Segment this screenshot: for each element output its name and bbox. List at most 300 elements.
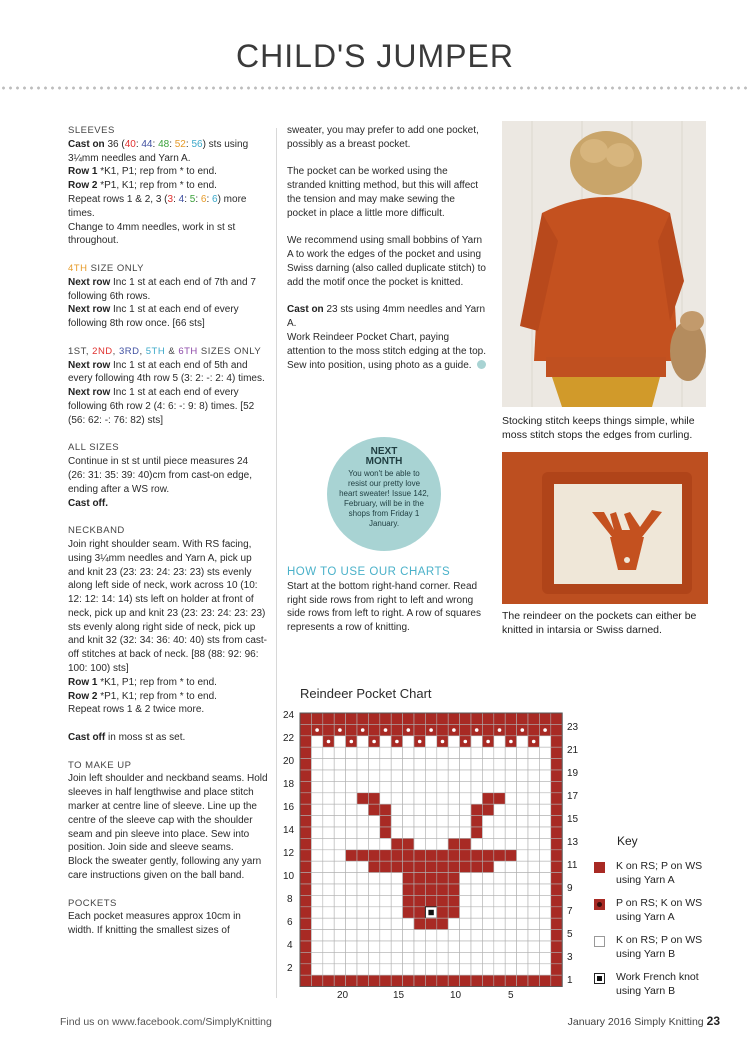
chart-stitch — [494, 861, 505, 872]
purl-dot — [486, 740, 490, 744]
chart-stitch — [494, 873, 505, 884]
chart-stitch — [357, 781, 368, 792]
chart-stitch — [403, 918, 414, 929]
chart-stitch — [357, 759, 368, 770]
chart-stitch — [505, 713, 516, 724]
chart-stitch — [414, 895, 425, 906]
size4-heading: 4TH SIZE ONLY — [68, 262, 145, 274]
chart-stitch — [323, 918, 334, 929]
chart-stitch — [380, 838, 391, 849]
chart-stitch — [391, 952, 402, 963]
chart-stitch — [357, 964, 368, 975]
row-label-right: 21 — [567, 745, 579, 756]
chart-stitch — [460, 941, 471, 952]
chart-stitch — [323, 781, 334, 792]
chart-stitch — [460, 747, 471, 758]
row-label-right: 9 — [567, 883, 573, 894]
chart-stitch — [494, 747, 505, 758]
chart-stitch — [551, 907, 562, 918]
chart-stitch — [368, 884, 379, 895]
chart-stitch — [425, 747, 436, 758]
chart-stitch — [460, 838, 471, 849]
chart-stitch — [505, 964, 516, 975]
chart-stitch — [403, 736, 414, 747]
chart-stitch — [380, 895, 391, 906]
chart-stitch — [425, 736, 436, 747]
chart-stitch — [539, 804, 550, 815]
chart-stitch — [403, 747, 414, 758]
chart-stitch — [551, 975, 562, 986]
chart-stitch — [437, 759, 448, 770]
chart-stitch — [471, 713, 482, 724]
chart-stitch — [494, 964, 505, 975]
chart-stitch — [380, 713, 391, 724]
chart-stitch — [539, 861, 550, 872]
chart-stitch — [528, 907, 539, 918]
chart-stitch — [334, 827, 345, 838]
chart-stitch — [505, 952, 516, 963]
chart-stitch — [425, 793, 436, 804]
chart-stitch — [414, 816, 425, 827]
chart-stitch — [539, 736, 550, 747]
chart-stitch — [539, 941, 550, 952]
chart-stitch — [425, 759, 436, 770]
purl-dot — [327, 740, 331, 744]
chart-stitch — [346, 850, 357, 861]
chart-stitch — [311, 895, 322, 906]
chart-stitch — [539, 895, 550, 906]
chart-stitch — [539, 838, 550, 849]
chart-stitch — [403, 884, 414, 895]
chart-stitch — [300, 861, 311, 872]
chart-stitch — [311, 736, 322, 747]
chart-title: Reindeer Pocket Chart — [300, 686, 432, 701]
chart-stitch — [323, 873, 334, 884]
chart-stitch — [539, 952, 550, 963]
chart-stitch — [380, 759, 391, 770]
chart-stitch — [448, 781, 459, 792]
chart-stitch — [528, 793, 539, 804]
chart-stitch — [482, 827, 493, 838]
chart-stitch — [334, 816, 345, 827]
chart-stitch — [539, 918, 550, 929]
chart-stitch — [300, 724, 311, 735]
chart-stitch — [528, 781, 539, 792]
chart-stitch — [482, 713, 493, 724]
chart-stitch — [380, 804, 391, 815]
chart-stitch — [517, 770, 528, 781]
chart-stitch — [311, 907, 322, 918]
chart-stitch — [414, 804, 425, 815]
chart-stitch — [528, 747, 539, 758]
chart-stitch — [494, 838, 505, 849]
chart-stitch — [517, 907, 528, 918]
chart-stitch — [414, 827, 425, 838]
chart-stitch — [391, 816, 402, 827]
photo1-caption: Stocking stitch keeps things simple, while moss stitch stops the edges from curling. — [502, 415, 695, 441]
chart-stitch — [334, 941, 345, 952]
chart-stitch — [425, 850, 436, 861]
chart-stitch — [380, 816, 391, 827]
chart-stitch — [403, 975, 414, 986]
how-to-text: Start at the bottom right-hand corner. Read right side rows from right to left and wrong side rows from left to right. A row of squares represents a row of knitting. — [287, 580, 481, 634]
chart-stitch — [368, 952, 379, 963]
chart-stitch — [448, 793, 459, 804]
chart-stitch — [517, 930, 528, 941]
chart-stitch — [471, 804, 482, 815]
chart-stitch — [346, 827, 357, 838]
row-label-left: 8 — [287, 894, 293, 905]
swatch-french-knot — [594, 973, 605, 984]
chart-stitch — [368, 861, 379, 872]
chart-stitch — [346, 873, 357, 884]
column-label: 10 — [450, 990, 462, 1001]
chart-stitch — [300, 816, 311, 827]
chart-stitch — [323, 884, 334, 895]
chart-stitch — [300, 941, 311, 952]
chart-stitch — [505, 770, 516, 781]
chart-stitch — [494, 918, 505, 929]
chart-stitch — [471, 873, 482, 884]
chart-stitch — [517, 918, 528, 929]
chart-stitch — [403, 907, 414, 918]
chart-stitch — [471, 941, 482, 952]
chart-stitch — [471, 918, 482, 929]
chart-stitch — [346, 713, 357, 724]
chart-stitch — [311, 964, 322, 975]
chart-stitch — [357, 873, 368, 884]
chart-stitch — [311, 861, 322, 872]
chart-stitch — [346, 759, 357, 770]
chart-stitch — [368, 975, 379, 986]
chart-stitch — [311, 804, 322, 815]
swatch-yarn-b — [594, 936, 605, 947]
chart-stitch — [505, 838, 516, 849]
chart-stitch — [517, 873, 528, 884]
chart-stitch — [368, 873, 379, 884]
chart-stitch — [517, 713, 528, 724]
pocket-photo — [502, 452, 708, 604]
chart-stitch — [539, 793, 550, 804]
chart-stitch — [368, 747, 379, 758]
chart-stitch — [391, 884, 402, 895]
chart-stitch — [425, 918, 436, 929]
chart-stitch — [380, 964, 391, 975]
chart-stitch — [471, 759, 482, 770]
chart-stitch — [346, 816, 357, 827]
chart-stitch — [551, 827, 562, 838]
chart-stitch — [334, 895, 345, 906]
chart-stitch — [482, 816, 493, 827]
chart-stitch — [528, 827, 539, 838]
chart-stitch — [346, 770, 357, 781]
chart-stitch — [517, 975, 528, 986]
chart-stitch — [505, 907, 516, 918]
chart-stitch — [414, 964, 425, 975]
chart-stitch — [539, 747, 550, 758]
chart-stitch — [323, 724, 334, 735]
chart-stitch — [368, 724, 379, 735]
make-up-text: Join left shoulder and neckband seams. Hold sleeves in half lengthwise and place stitch marker at centre line of sleeve. Line up the centre of the sleeve cap with the shoulder seam and pin sleeve into place. Sew into position. Join side and sleeve seams. Block the sweater gently, following any yarn care instructions given on the ball band. — [68, 773, 268, 882]
sizes-multi-heading: 1ST, 2ND, 3RD, 5TH & 6TH SIZES ONLY — [68, 345, 262, 357]
row-label-right: 19 — [567, 768, 579, 779]
purl-dot — [429, 728, 433, 732]
chart-stitch — [380, 850, 391, 861]
chart-stitch — [437, 793, 448, 804]
chart-stitch — [334, 850, 345, 861]
swatch-yarn-a-purl — [594, 899, 605, 910]
chart-stitch — [528, 918, 539, 929]
chart-stitch — [391, 724, 402, 735]
page-number: 23 — [706, 1014, 720, 1028]
chart-stitch — [437, 884, 448, 895]
middle-p1: sweater, you may prefer to add one pocket, possibly as a breast pocket. — [287, 125, 479, 150]
chart-stitch — [517, 941, 528, 952]
chart-stitch — [482, 770, 493, 781]
chart-stitch — [448, 930, 459, 941]
chart-stitch — [414, 724, 425, 735]
chart-stitch — [494, 930, 505, 941]
chart-stitch — [346, 724, 357, 735]
purl-dot — [338, 728, 342, 732]
chart-stitch — [380, 907, 391, 918]
chart-stitch — [528, 759, 539, 770]
chart-stitch — [448, 747, 459, 758]
chart-stitch — [528, 861, 539, 872]
chart-stitch — [551, 861, 562, 872]
chart-stitch — [471, 964, 482, 975]
purl-dot — [384, 728, 388, 732]
chart-stitch — [311, 827, 322, 838]
chart-stitch — [346, 975, 357, 986]
chart-stitch — [448, 736, 459, 747]
chart-stitch — [460, 975, 471, 986]
chart-stitch — [460, 861, 471, 872]
chart-stitch — [528, 952, 539, 963]
chart-stitch — [448, 941, 459, 952]
chart-stitch — [448, 838, 459, 849]
chart-stitch — [391, 975, 402, 986]
chart-stitch — [528, 964, 539, 975]
chart-stitch — [300, 952, 311, 963]
purl-dot — [361, 728, 365, 732]
chart-stitch — [300, 781, 311, 792]
chart-stitch — [425, 895, 436, 906]
chart-stitch — [482, 804, 493, 815]
chart-stitch — [528, 975, 539, 986]
chart-stitch — [425, 941, 436, 952]
chart-stitch — [528, 930, 539, 941]
chart-stitch — [311, 770, 322, 781]
chart-stitch — [539, 964, 550, 975]
chart-stitch — [460, 895, 471, 906]
chart-stitch — [414, 793, 425, 804]
chart-stitch — [414, 770, 425, 781]
chart-stitch — [334, 781, 345, 792]
chart-stitch — [425, 827, 436, 838]
chart-stitch — [471, 770, 482, 781]
chart-stitch — [403, 861, 414, 872]
chart-stitch — [346, 941, 357, 952]
chart-stitch — [414, 747, 425, 758]
chart-stitch — [551, 941, 562, 952]
chart-stitch — [551, 793, 562, 804]
chart-stitch — [311, 747, 322, 758]
chart-stitch — [505, 884, 516, 895]
chart-stitch — [334, 793, 345, 804]
chart-stitch — [323, 964, 334, 975]
chart-stitch — [323, 770, 334, 781]
chart-stitch — [539, 884, 550, 895]
chart-stitch — [300, 838, 311, 849]
chart-stitch — [425, 861, 436, 872]
chart-stitch — [414, 918, 425, 929]
chart-stitch — [357, 952, 368, 963]
chart-stitch — [300, 850, 311, 861]
row-label-right: 13 — [567, 837, 579, 848]
chart-stitch — [437, 724, 448, 735]
chart-stitch — [425, 964, 436, 975]
chart-stitch — [494, 895, 505, 906]
chart-stitch — [460, 713, 471, 724]
chart-stitch — [346, 804, 357, 815]
purl-dot — [475, 728, 479, 732]
chart-stitch — [482, 975, 493, 986]
chart-stitch — [494, 736, 505, 747]
chart-stitch — [391, 907, 402, 918]
chart-stitch — [425, 713, 436, 724]
chart-stitch — [517, 895, 528, 906]
chart-stitch — [425, 975, 436, 986]
chart-stitch — [368, 838, 379, 849]
chart-stitch — [494, 713, 505, 724]
chart-stitch — [448, 975, 459, 986]
chart-stitch — [494, 975, 505, 986]
chart-stitch — [334, 747, 345, 758]
chart-stitch — [460, 884, 471, 895]
chart-stitch — [357, 941, 368, 952]
row-label-left: 4 — [287, 940, 293, 951]
chart-stitch — [334, 918, 345, 929]
chart-stitch — [311, 816, 322, 827]
chart-stitch — [334, 838, 345, 849]
chart-stitch — [528, 770, 539, 781]
chart-stitch — [528, 804, 539, 815]
middle-column — [287, 124, 487, 386]
chart-stitch — [403, 713, 414, 724]
chart-stitch — [357, 713, 368, 724]
how-to-section — [287, 566, 487, 635]
pockets-heading: POCKETS — [68, 897, 117, 909]
chart-stitch — [482, 930, 493, 941]
child-jumper-photo — [502, 121, 706, 407]
chart-stitch — [494, 907, 505, 918]
chart-stitch — [368, 907, 379, 918]
chart-stitch — [494, 850, 505, 861]
chart-stitch — [471, 793, 482, 804]
chart-stitch — [448, 884, 459, 895]
chart-stitch — [539, 781, 550, 792]
chart-stitch — [391, 895, 402, 906]
chart-stitch — [437, 873, 448, 884]
chart-stitch — [528, 838, 539, 849]
chart-stitch — [437, 941, 448, 952]
chart-stitch — [334, 907, 345, 918]
chart-stitch — [448, 895, 459, 906]
end-mark-icon — [477, 360, 486, 369]
neckband-heading: NECKBAND — [68, 525, 125, 537]
chart-stitch — [368, 895, 379, 906]
chart-stitch — [425, 816, 436, 827]
chart-stitch — [300, 873, 311, 884]
chart-stitch — [448, 850, 459, 861]
chart-stitch — [334, 861, 345, 872]
chart-stitch — [346, 907, 357, 918]
chart-stitch — [539, 930, 550, 941]
purl-dot — [509, 740, 513, 744]
chart-stitch — [403, 930, 414, 941]
chart-stitch — [311, 884, 322, 895]
row-label-left: 2 — [287, 963, 293, 974]
chart-stitch — [437, 781, 448, 792]
page-title: CHILD'S JUMPER — [236, 38, 514, 74]
chart-stitch — [357, 793, 368, 804]
chart-stitch — [448, 952, 459, 963]
chart-stitch — [471, 850, 482, 861]
chart-stitch — [517, 861, 528, 872]
chart-stitch — [334, 964, 345, 975]
chart-stitch — [425, 770, 436, 781]
chart-stitch — [414, 952, 425, 963]
chart-stitch — [482, 952, 493, 963]
chart-stitch — [551, 736, 562, 747]
chart-stitch — [403, 850, 414, 861]
chart-stitch — [551, 895, 562, 906]
chart-stitch — [551, 952, 562, 963]
chart-stitch — [505, 850, 516, 861]
row-label-left: 22 — [283, 733, 295, 744]
chart-stitch — [368, 759, 379, 770]
chart-stitch — [391, 930, 402, 941]
chart-stitch — [551, 781, 562, 792]
chart-stitch — [403, 770, 414, 781]
chart-stitch — [539, 975, 550, 986]
chart-stitch — [482, 861, 493, 872]
chart-stitch — [368, 827, 379, 838]
chart-stitch — [403, 952, 414, 963]
chart-stitch — [300, 907, 311, 918]
chart-stitch — [437, 907, 448, 918]
chart-stitch — [323, 713, 334, 724]
chart-stitch — [539, 827, 550, 838]
chart-stitch — [482, 850, 493, 861]
chart-stitch — [471, 907, 482, 918]
key-item: P on RS; K on WS using Yarn A — [616, 897, 703, 923]
chart-stitch — [311, 713, 322, 724]
chart-stitch — [517, 850, 528, 861]
purl-dot — [543, 728, 547, 732]
chart-stitch — [551, 724, 562, 735]
chart-stitch — [403, 838, 414, 849]
chart-stitch — [551, 930, 562, 941]
chart-stitch — [517, 884, 528, 895]
chart-stitch — [311, 793, 322, 804]
chart-stitch — [460, 816, 471, 827]
chart-stitch — [403, 793, 414, 804]
chart-stitch — [323, 793, 334, 804]
chart-stitch — [346, 781, 357, 792]
chart-stitch — [505, 747, 516, 758]
